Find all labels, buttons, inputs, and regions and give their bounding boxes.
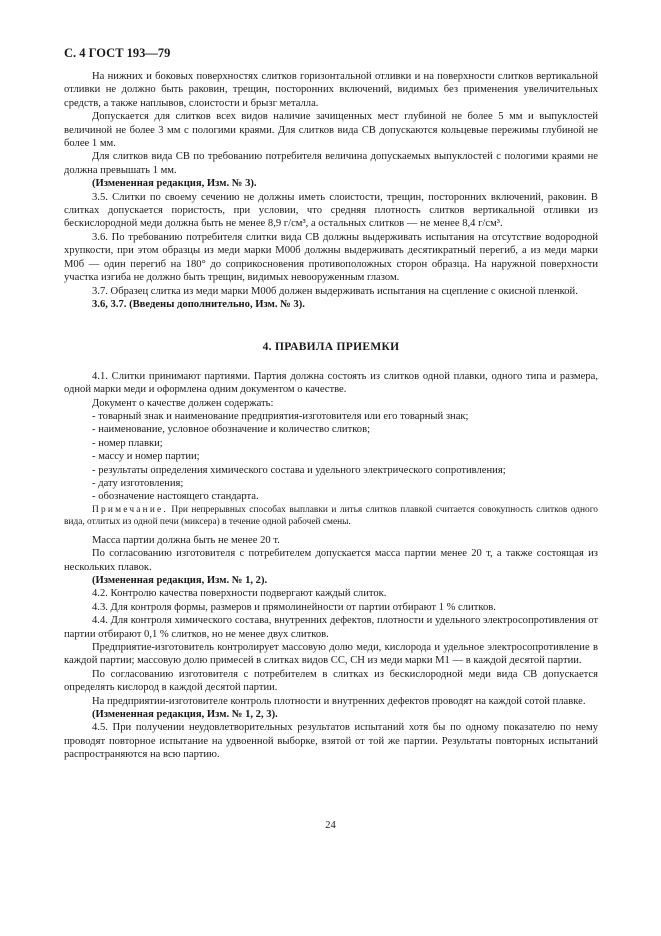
note [64,504,598,528]
revision-note: (Измененная редакция, Изм. № 1, 2, 3). [92,709,278,721]
paragraph: По согласованию изготовителя с потребителем допускается масса партии менее 20 т, а также состоящая из нескольких плавок. [64,548,598,573]
paragraph: По согласованию изготовителя с потребителем в слитках из бескислородной меди вида СВ допускается определять кислород в каждой десятой партии. [64,668,598,694]
section-title: 4. ПРАВИЛА ПРИЕМКИ [262,341,400,354]
note-text: При непрерывных способах выплавки и литья слитков плавкой считается совокупность слитков одного вида, отлитых из одной печи (миксера) в течение одной рабочей смены. [64,504,598,527]
paragraph: Предприятие-изготовитель контролирует массовую долю меди, кислорода и удельное электросопротивление в каждой партии; массовую долю примесей в слитках видов СС, СН из меди марки М1 — в каждой десятой партии. [64,642,598,667]
clause-4-5: 4.5. При получении неудовлетворительных результатов испытаний хотя бы по одному показателю по нему проводят повторное испытание на удвоенной выборке, взятой от той же партии. Результаты повторных испытаний распространяются на всю партию. [64,722,598,761]
clause-3-6: 3.6. По требованию потребителя слитки вида СВ должны выдерживать испытания на отсутствие водородной хрупкости, при этом образцы из меди марки М00б должны выдерживать десятикратный перегиб, а из меди марки М0б — один перегиб на 180° до соприкосновения противоположных сторон образца. На наружной поверхности участка изгиба не должно быть трещин, видимых невооруженным глазом. [64,231,598,284]
list-item: - дату изготовления; [92,477,598,490]
clause-4-4: 4.4. Для контроля химического состава, внутренних дефектов, плотности и удельного электросопротивления от партии отбирают 0,1 % слитков, но не менее двух слитков. [64,615,598,640]
paragraph: Для слитков вида СВ по требованию потребителя величина допускаемых выпуклостей с пологими краями не должна превышать 1 мм. [64,151,598,176]
paragraph: Допускается для слитков всех видов наличие зачищенных мест глубиной не более 5 мм и выпуклостей величиной не более 3 мм с пологими краями. Для слитков вида СВ допускаются кольцевые пережимы глубиной не более 1 мм. [64,111,598,150]
document-body [64,70,598,762]
list-item: - обозначение настоящего стандарта. [92,490,598,503]
paragraph: На предприятии-изготовителе контроль плотности и внутренних дефектов проводят на каждой сотой плавке. [92,695,586,707]
page-header: С. 4 ГОСТ 193—79 [64,46,171,60]
clause-3-5: 3.5. Слитки по своему сечению не должны иметь слоистости, трещин, посторонних включений, раковин. В слитках допускается пористость, при условии, что средняя плотность слитков вертикальной отливки из бескислородной меди должна быть не менее 8,9 г/см³, а остальных слитков — не менее 8,4 г/см³. [64,191,598,230]
clause-4-3: 4.3. Для контроля формы, размеров и прямолинейности от партии отбирают 1 % слитков. [92,601,496,613]
paragraph: Масса партии должна быть не менее 20 т. [92,534,280,546]
list-item: - результаты определения химического состава и удельного электрического сопротивления; [92,464,598,477]
doc-requirements-list [64,410,598,504]
clause-4-2: 4.2. Контролю качества поверхности подвергают каждый слиток. [92,588,387,600]
revision-note: (Измененная редакция, Изм. № 3). [92,178,257,190]
list-item: - наименование, условное обозначение и количество слитков; [92,423,598,436]
doc-intro: Документ о качестве должен содержать: [92,397,274,409]
list-item: - номер плавки; [92,437,598,450]
clause-4-1: 4.1. Слитки принимают партиями. Партия должна состоять из слитков одной плавки, одного типа и размера, одной марки меди и оформлена одним документом о качестве. [64,370,598,396]
revision-note: 3.6, 3.7. (Введены дополнительно, Изм. № 3). [92,298,305,310]
clause-3-7: 3.7. Образец слитка из меди марки М00б должен выдерживать испытания на сцепление с окисной пленкой. [92,285,578,297]
list-item: - товарный знак и наименование предприятия-изготовителя или его товарный знак; [92,410,598,423]
page-number: 24 [325,820,336,831]
paragraph: На нижних и боковых поверхностях слитков горизонтальной отливки и на поверхности слитков вертикальной отливки не должно быть раковин, трещин, посторонних включений, видимых без применения увеличительных средств, а также наплывов, слоистости и брызг металла. [64,71,598,109]
list-item: - массу и номер партии; [92,450,598,463]
note-label: Примечание. [92,504,168,515]
revision-note: (Измененная редакция, Изм. № 1, 2). [92,575,268,586]
